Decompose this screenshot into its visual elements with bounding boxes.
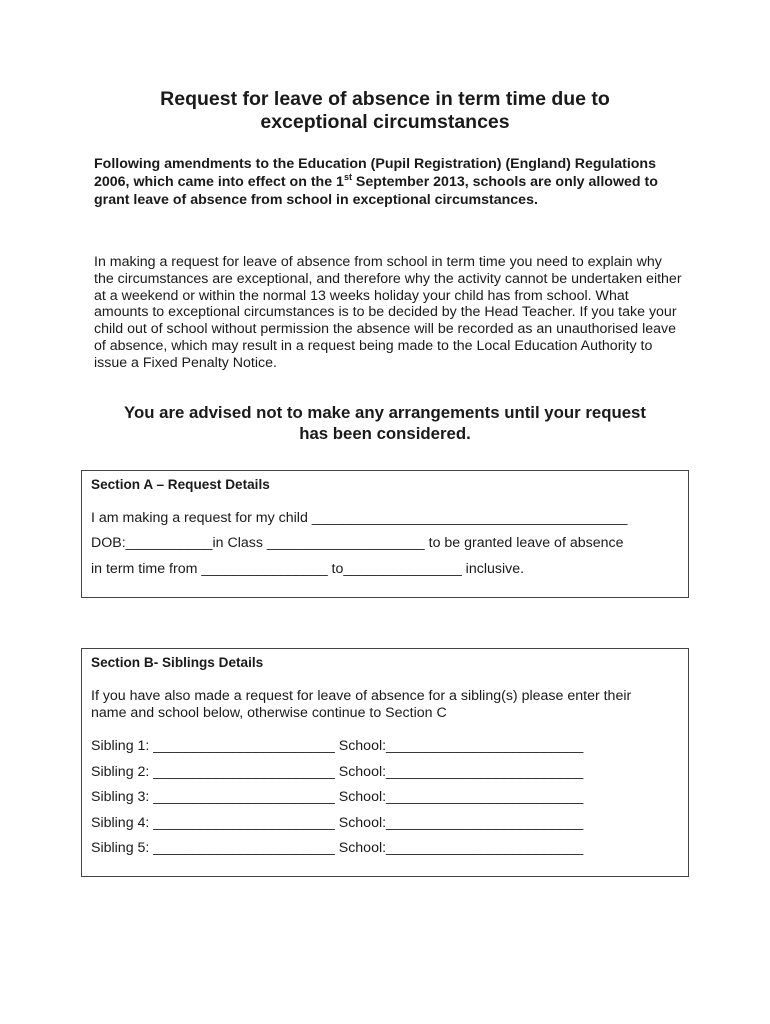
dob-class-field[interactable]: DOB:___________in Class ____________________ to be granted leave of absence bbox=[91, 535, 624, 551]
sibling-4-field[interactable]: Sibling 4: _______________________ School:_________________________ bbox=[91, 815, 584, 831]
sibling-3-field[interactable]: Sibling 3: _______________________ School:_________________________ bbox=[91, 789, 584, 805]
advice-line-2: has been considered. bbox=[299, 423, 471, 443]
intro-explanation: In making a request for leave of absence from school in term time you need to explain why the circumstances are exceptional, and therefore why the activity cannot be undertaken either at a weekend or within the normal 13 weeks holiday your child has from school. What amounts to exceptional circumstances is to be decided by the Head Teacher. If you take your child out of school without permission the absence will be recorded as an unauthorised leave of absence, which may result in a request being made to the Local Education Authority to issue a Fixed Penalty Notice. bbox=[94, 254, 682, 371]
section-b-instructions: If you have also made a request for leave of absence for a sibling(s) please enter their name and school below, otherwise continue to Section C bbox=[91, 688, 632, 721]
term-dates-field[interactable]: in term time from ________________ to_______________ inclusive. bbox=[91, 561, 525, 577]
section-b-box bbox=[81, 648, 689, 877]
advice-line-1: You are advised not to make any arrangements until your request bbox=[124, 403, 646, 422]
section-a-box bbox=[81, 470, 689, 598]
intro-bold-text: Following amendments to the Education (Pupil Registration) (England) Regulations 2006, which came into effect on the 1 bbox=[94, 156, 656, 190]
intro-regulation-notice bbox=[94, 155, 674, 209]
section-b-heading: Section B- Siblings Details bbox=[91, 655, 264, 670]
sibling-5-field[interactable]: Sibling 5: _______________________ School:_________________________ bbox=[91, 840, 584, 856]
sibling-2-field[interactable]: Sibling 2: _______________________ School:_________________________ bbox=[91, 764, 584, 780]
document-title bbox=[80, 88, 690, 134]
child-name-field[interactable]: I am making a request for my child ________________________________________ bbox=[91, 510, 628, 526]
title-line-2: exceptional circumstances bbox=[260, 111, 510, 133]
advice-heading bbox=[80, 403, 690, 444]
intro-bold-text-cont: September 2013, schools are only allowed to grant leave of absence from school in exceptional circumstances. bbox=[94, 174, 658, 208]
title-line-1: Request for leave of absence in term time due to bbox=[160, 88, 610, 110]
section-a-heading: Section A – Request Details bbox=[91, 477, 270, 492]
ordinal-suffix: st bbox=[343, 172, 352, 182]
sibling-1-field[interactable]: Sibling 1: _______________________ School:_________________________ bbox=[91, 738, 584, 754]
